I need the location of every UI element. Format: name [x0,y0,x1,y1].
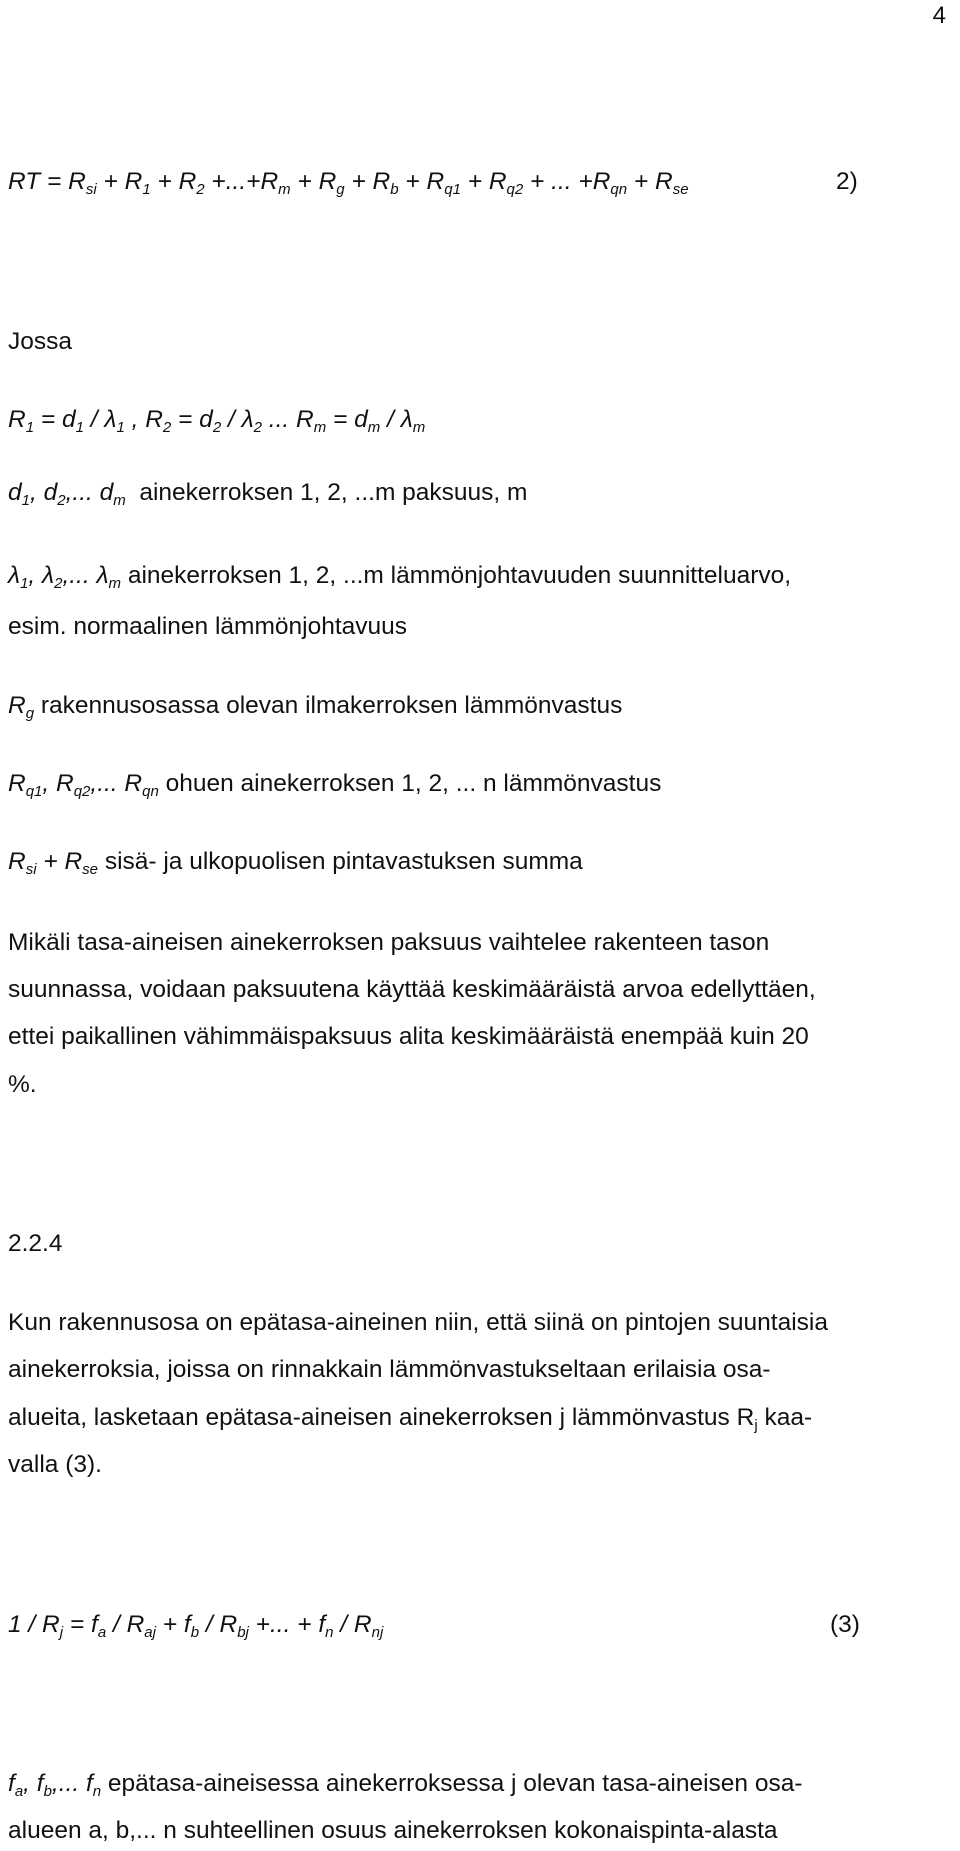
text: λ [8,562,21,589]
text: ,... λ [62,562,109,589]
text: ,... R [90,770,143,797]
eq-part: + R [96,168,143,195]
text: , λ [28,562,55,589]
eq-part: RT = R [8,168,86,195]
sub: b [43,1783,52,1800]
eq-sub: nj [371,1624,384,1641]
eq-part: + f [155,1611,191,1638]
text: = d [326,406,368,433]
text: epätasa-aineisessa ainekerroksessa j olevan tasa-aineisen osa- [101,1770,803,1797]
eq-part: + R [627,168,673,195]
eq-part: +...+R [204,168,279,195]
sub: 2 [212,419,222,436]
sub: 2 [57,492,66,509]
text: alueita, lasketaan epätasa-aineisen ainekerroksen j lämmönvastus R [8,1404,755,1431]
f-definition-line1 [8,1769,802,1799]
sub: n [92,1783,102,1800]
rq-definition [8,769,661,799]
d-definition [8,478,527,508]
text: d [8,479,22,506]
sub: q2 [73,783,91,800]
paragraph-line [8,1403,812,1433]
paragraph-line: ainekerroksia, joissa on rinnakkain lämmönvastukseltaan erilaisia osa- [8,1356,771,1383]
sub: 1 [20,575,29,592]
sub: 1 [116,419,125,436]
eq-sub: q2 [506,181,524,198]
eq-part: + R [150,168,197,195]
sub: 1 [21,492,30,509]
text: R [8,406,26,433]
text: R [8,692,26,719]
paragraph-line: %. [8,1071,37,1098]
text: ... R [261,406,314,433]
sub: se [82,861,99,878]
eq-sub: aj [144,1624,156,1641]
sub: 1 [75,419,84,436]
paragraph-line: Kun rakennusosa on epätasa-aineinen niin, että siinä on pintojen suuntaisia [8,1309,828,1336]
eq-sub: qn [610,181,628,198]
eq-part: = f [63,1611,98,1638]
paragraph-line: suunnassa, voidaan paksuutena käyttää keskimääräistä arvoa edellyttäen, [8,976,816,1003]
text: f [8,1770,15,1797]
eq-part: + R [344,168,391,195]
equation-3-number: (3) [830,1611,860,1638]
text: rakennusosassa olevan ilmakerroksen lämmönvastus [34,692,623,719]
eq-part: 1 / R [8,1611,60,1638]
eq-part: +... + f [248,1611,326,1638]
text: = d [34,406,76,433]
sub: m [367,419,381,436]
text: ainekerroksen 1, 2, ...m lämmönjohtavuuden suunnitteluarvo, [121,562,792,589]
text: / λ [83,406,117,433]
text: sisä- ja ulkopuolisen pintavastuksen summa [98,848,583,875]
equation-2 [8,167,689,197]
eq-sub: bj [237,1624,249,1641]
text: ainekerroksen 1, 2, ...m paksuus, m [125,479,528,506]
text: , R [124,406,163,433]
eq-part: + R [398,168,445,195]
eq-sub: j [59,1624,64,1641]
eq-part: / R [333,1611,372,1638]
text: , d [29,479,58,506]
jossa-heading: Jossa [8,328,73,355]
sub: m [313,419,327,436]
eq-sub: 1 [142,181,151,198]
eq-part: + R [460,168,507,195]
eq-part: + ... +R [523,168,611,195]
text: ,... f [51,1770,93,1797]
f-definition-line2: alueen a, b,... n suhteellinen osuus ainekerroksen kokonaispinta-alasta [8,1817,778,1844]
paragraph-line: ettei paikallinen vähimmäispaksuus alita keskimääräistä enempää kuin 20 [8,1023,809,1050]
r-definition [8,405,425,435]
equation-3 [8,1610,383,1640]
eq-sub: n [325,1624,334,1641]
text: , R [42,770,74,797]
rsi-rse-definition [8,847,583,877]
text: = d [171,406,213,433]
text: R [8,770,26,797]
text: R [8,848,26,875]
eq-sub: se [672,181,689,198]
sub: j [754,1417,758,1434]
paragraph-line: Mikäli tasa-aineisen ainekerroksen paksuus vaihtelee rakenteen tason [8,929,770,956]
text: kaa- [757,1404,813,1431]
text: ohuen ainekerroksen 1, 2, ... n lämmönvastus [158,770,662,797]
text: , f [23,1770,44,1797]
text: / λ [380,406,413,433]
page-number: 4 [932,2,946,29]
eq-sub: b [390,181,399,198]
lambda-definition-line1 [8,561,791,591]
sub: m [108,575,122,592]
sub: si [25,861,37,878]
rg-definition [8,691,622,721]
sub: a [14,1783,24,1800]
sub: m [113,492,126,509]
eq-part: / R [106,1611,145,1638]
eq-sub: q1 [444,181,461,198]
lambda-definition-line2: esim. normaalinen lämmönjohtavuus [8,613,407,640]
text: / λ [221,406,254,433]
equation-2-number: 2) [836,168,858,195]
eq-part: + R [290,168,337,195]
sub: 1 [25,419,35,436]
sub: g [25,705,35,722]
paragraph-line: valla (3). [8,1451,102,1478]
sub: q1 [25,783,43,800]
section-number: 2.2.4 [8,1230,63,1257]
eq-part: / R [199,1611,238,1638]
eq-sub: m [278,181,291,198]
text: + R [36,848,83,875]
sub: 2 [54,575,63,592]
sub: qn [142,783,159,800]
eq-sub: g [336,181,345,198]
eq-sub: a [97,1624,107,1641]
sub: 2 [162,419,172,436]
eq-sub: b [190,1624,200,1641]
eq-sub: 2 [196,181,205,198]
sub: 2 [253,419,262,436]
sub: m [412,419,426,436]
text: ,... d [65,479,114,506]
eq-sub: si [85,181,97,198]
